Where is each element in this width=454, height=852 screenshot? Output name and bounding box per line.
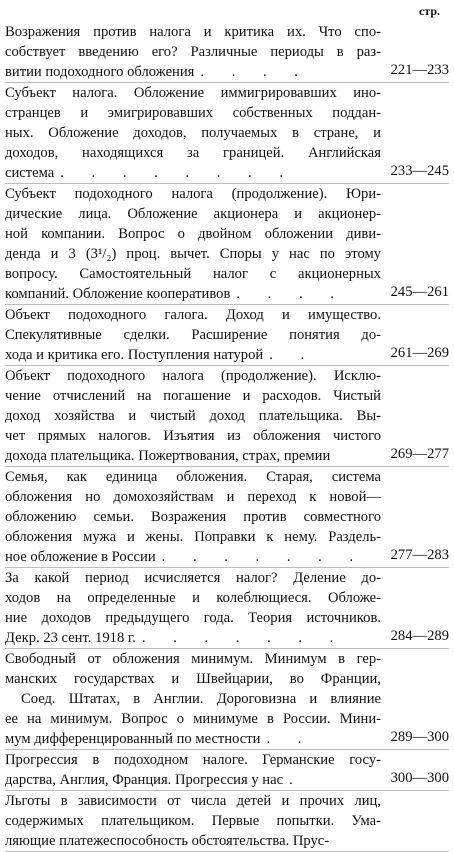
page-range: 289—300 [390,729,449,745]
toc-entry-line [5,264,449,284]
page-range: 221—233 [390,62,449,78]
toc-entry-line [5,729,449,749]
toc-entry-text: обложению семьи. Возражения против совместного [5,509,381,525]
toc-entry [5,83,449,184]
toc-entry-line [5,791,449,811]
toc-entry [5,649,449,750]
toc-entry-text: мум дифференцированный по местности [5,731,261,747]
toc-entry [5,184,449,305]
toc-entry-text: ных. Обложение доходов, получаемых в стране, и [5,125,381,141]
toc-entry-line [5,467,449,487]
toc-entry [5,467,449,568]
toc-entry-line [5,709,449,729]
table-of-contents [5,22,449,852]
leader-dots: . . . . [200,64,310,80]
toc-entry-line [5,163,449,183]
toc-entry-line [5,649,449,669]
toc-entry-text: витии подоходного обложения [5,64,195,80]
toc-entry-text: странцев и эмигрировавших собственных поддан- [5,105,381,121]
toc-entry-text: За какой период исчисляется налог? Деление до- [5,570,381,586]
toc-entry-text: чение отчислений на погашение и расходов. Чистый [5,388,381,404]
toc-entry-text: Возражения против налога и критика их. Что спо- [5,24,381,40]
toc-entry-text: ее на минимум. Вопрос о минимуме в России. Мини- [5,711,381,727]
leader-dots: . . . . . . . . [60,165,295,181]
toc-entry-line [5,244,449,264]
toc-entry-text: Объект подоходного налога (продолжение). Исклю- [5,368,381,384]
leader-dots: . . . . . . . [161,549,366,565]
leader-dots: . . [266,731,314,747]
toc-entry-text: Льготы в зависимости от числа детей и прочих лиц, [5,793,381,809]
toc-entry-line [5,588,449,608]
toc-entry-text: Соед. Штатах, в Англии. Дороговизна и влияние [21,691,381,707]
toc-entry-line [5,608,449,628]
toc-entry-line [5,750,449,770]
toc-entry-line [5,345,449,365]
page-range: 233—245 [390,163,449,179]
toc-entry-line [5,507,449,527]
toc-entry-text: доход хозяйства и чистый доход плательщика. Вы- [5,408,381,424]
toc-entry-line [5,184,449,204]
toc-entry [5,366,449,467]
toc-entry-text: ние доходов предыдущего года. Теория источников. [5,610,381,626]
toc-entry-line [5,83,449,103]
page-range: 245—261 [390,284,449,300]
toc-entry-text: вопросу. Самостоятельный налог с акционерных [5,266,381,282]
toc-entry-text: дохода плательщика. Пожертвования, страх, премии [5,448,331,464]
page-range: 277—283 [390,547,449,563]
toc-entry-text: Спекулятивные сделки. Расширение понятия до- [5,327,381,343]
toc-entry-text: собствует введению его? Различные периоды в раз- [5,44,381,60]
page-range: 300—300 [390,770,449,786]
toc-entry-text: компаний. Обложение кооперативов [5,286,231,302]
toc-entry-text: ной компании. Вопрос о двойном обложении диви- [5,226,381,242]
page-range: 284—289 [390,628,449,644]
toc-entry-text: содержимых плательщиком. Первые попытки. Ума- [5,813,381,829]
toc-entry-text: система [5,165,55,181]
leader-dots: . . . . . . . [141,630,346,646]
toc-entry-text: Субъект подоходного налога (продолжение). Юри- [5,186,381,202]
toc-entry-line [5,62,449,82]
toc-entry-text: денда и 3 (3¹/₂) проц. вычет. Споры у нас по этому [5,246,381,262]
leader-dots: . [289,772,305,788]
toc-entry-line [5,770,449,790]
toc-entry-text: Объект подоходного галога. Доход и имущество. [5,307,381,323]
page-range: 269—277 [390,446,449,462]
toc-entry-line [5,446,449,466]
toc-entry-text: дические лица. Обложение акционера и акционер- [5,206,381,222]
toc-entry-text: Прогрессия в подоходном налоге. Германские госу- [5,752,381,768]
page-range: 261—269 [390,345,449,361]
toc-entry [5,750,449,791]
toc-entry-line [5,143,449,163]
leader-dots: . . [269,347,317,363]
toc-entry-line [5,547,449,567]
toc-entry-text: Свободный от обложения минимум. Минимум в гер- [5,651,381,667]
page-column-label: стр. [418,4,440,18]
toc-entry-line [5,628,449,648]
toc-entry-text: ходов на определенные и колеблющиеся. Обложе- [5,590,381,606]
toc-entry-line [5,669,449,689]
toc-entry-text: ляющие платежеспособность обстоятельства. Прус- [5,833,330,849]
toc-entry-line [5,831,449,851]
toc-entry [5,22,449,83]
toc-entry-line [5,527,449,547]
toc-entry [5,791,449,852]
toc-entry [5,568,449,649]
toc-entry-line [5,123,449,143]
toc-entry-line [5,426,449,446]
toc-entry-text: обложения но домохозяйствам и переход к новой— [5,489,381,505]
toc-entry-text: дарства, Англия, Франция. Прогрессия у нас [5,772,284,788]
toc-entry-line [5,366,449,386]
toc-entry-line [5,305,449,325]
toc-entry-text: ное обложение в России [5,549,156,565]
toc-entry-text: манских государствах и Швейцарии, во Франции, [5,671,381,687]
toc-entry-text: Субъект налога. Обложение иммигрировавших ино- [5,85,381,101]
toc-entry-text: чет прямых налогов. Изъятия из обложения чистого [5,428,381,444]
toc-entry-line [5,487,449,507]
toc-entry-text: Семья, как единица обложения. Старая, система [5,469,381,485]
toc-entry-line [5,204,449,224]
toc-entry-line [5,406,449,426]
toc-entry-line [5,689,449,709]
toc-entry-line [5,284,449,304]
toc-entry-line [5,22,449,42]
toc-entry-line [5,386,449,406]
toc-entry-line [5,568,449,588]
toc-entry-text: хода и критика его. Поступления натурой [5,347,264,363]
leader-dots: . . . . [236,286,346,302]
toc-entry-line [5,103,449,123]
toc-entry-text: доходов, находящихся за границей. Английская [5,145,381,161]
toc-entry-line [5,325,449,345]
toc-entry [5,305,449,366]
toc-entry-line [5,224,449,244]
toc-entry-text: Декр. 23 сент. 1918 г. [5,630,136,646]
toc-entry-line [5,42,449,62]
toc-entry-text: обложения мужа и жены. Поправки к нему. Раздель- [5,529,381,545]
toc-entry-line [5,811,449,831]
